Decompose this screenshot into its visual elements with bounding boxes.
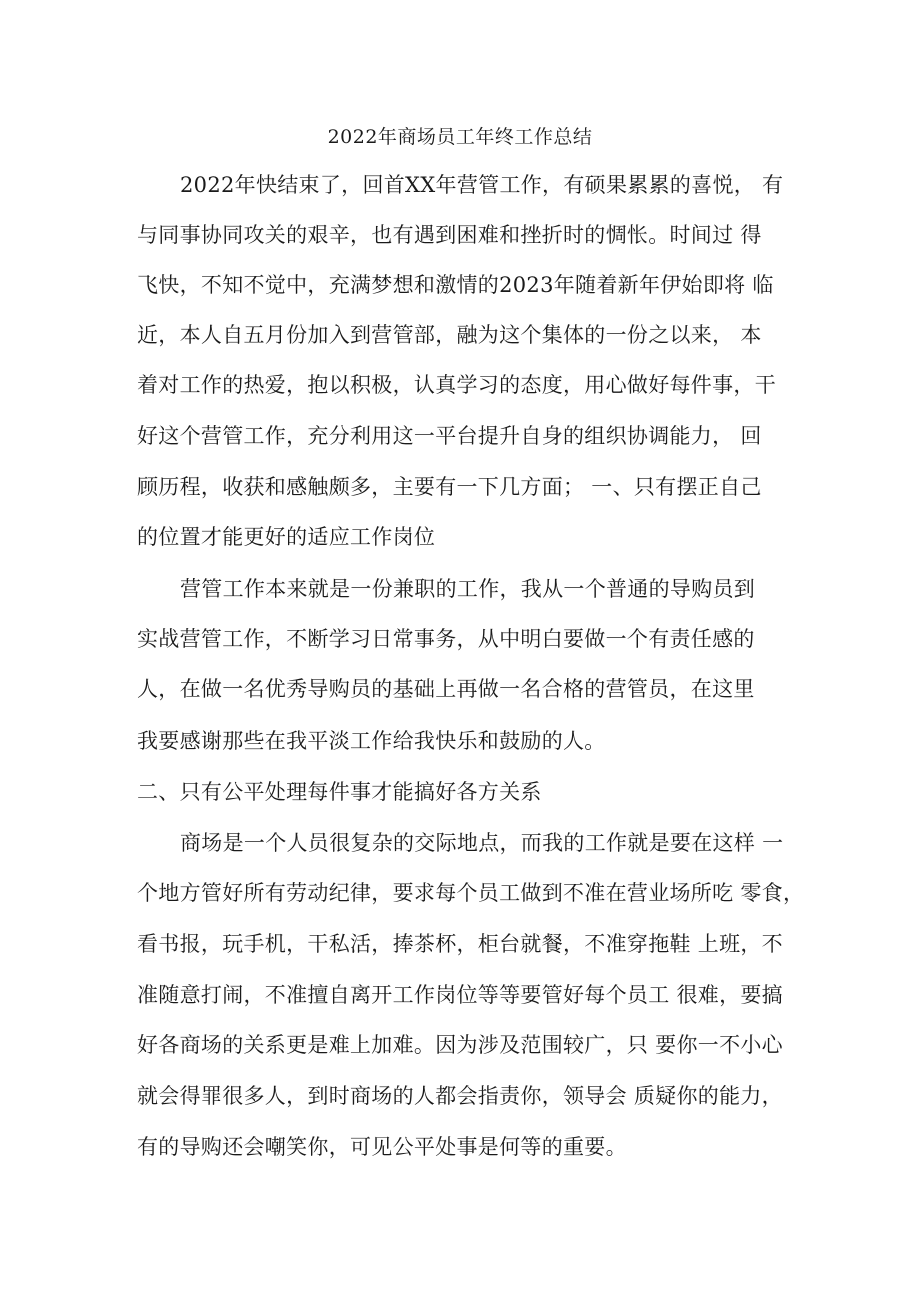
document-title: 2022年商场员工年终工作总结: [327, 126, 593, 148]
paragraph-line: 2022年快结束了，回首XX年营管工作，有硕果累累的喜悦， 有: [180, 173, 784, 197]
paragraph-line: 有的导购还会嘲笑你，可见公平处事是何等的重要。: [137, 1135, 627, 1159]
paragraph-line: 的位置才能更好的适应工作岗位: [137, 525, 436, 549]
paragraph-line: 与同事协同攻关的艰辛，也有遇到困难和挫折时的惆怅。时间过 得: [137, 223, 762, 247]
paragraph-line: 好这个营管工作，充分利用这一平台提升自身的组织协调能力， 回: [137, 424, 762, 448]
paragraph-line: 近，本人自五月份加入到营管部，融为这个集体的一份之以来， 本: [137, 323, 762, 347]
paragraph-line: 就会得罪很多人，到时商场的人都会指责你，领导会 质疑你的能力，: [137, 1084, 783, 1108]
paragraph-line: 实战营管工作，不断学习日常事务，从中明白要做一个有责任感的: [137, 627, 755, 651]
paragraph-line: 准随意打闹，不准擅自离开工作岗位等等要管好每个员工 很难，要搞: [137, 983, 783, 1007]
paragraph-line: 人，在做一名优秀导购员的基础上再做一名合格的营管员，在这里: [137, 677, 755, 701]
paragraph-line: 好各商场的关系更是难上加难。因为涉及范围较广，只 要你一不小心: [137, 1033, 783, 1057]
paragraph-line: 着对工作的热爱，抱以积极，认真学习的态度，用心做好每件事，干: [137, 373, 776, 397]
paragraph-line: 个地方管好所有劳动纪律，要求每个员工做到不准在营业场所吃 零食，: [137, 881, 805, 905]
paragraph-line: 营管工作本来就是一份兼职的工作，我从一个普通的导购员到: [180, 577, 756, 601]
paragraph-line: 顾历程，收获和感触颇多，主要有一下几方面； 一、只有摆正自己: [137, 475, 762, 499]
section-heading: 二、只有公平处理每件事才能搞好各方关系: [137, 780, 542, 804]
paragraph-line: 我要感谢那些在我平淡工作给我快乐和鼓励的人。: [137, 729, 606, 753]
paragraph-line: 看书报，玩手机，干私活，捧茶杯，柜台就餐，不准穿拖鞋 上班，不: [137, 932, 783, 956]
paragraph-line: 飞快，不知不觉中，充满梦想和激情的2023年随着新年伊始即将 临: [137, 273, 774, 297]
paragraph-line: 商场是一个人员很复杂的交际地点，而我的工作就是要在这样 一: [180, 831, 784, 855]
